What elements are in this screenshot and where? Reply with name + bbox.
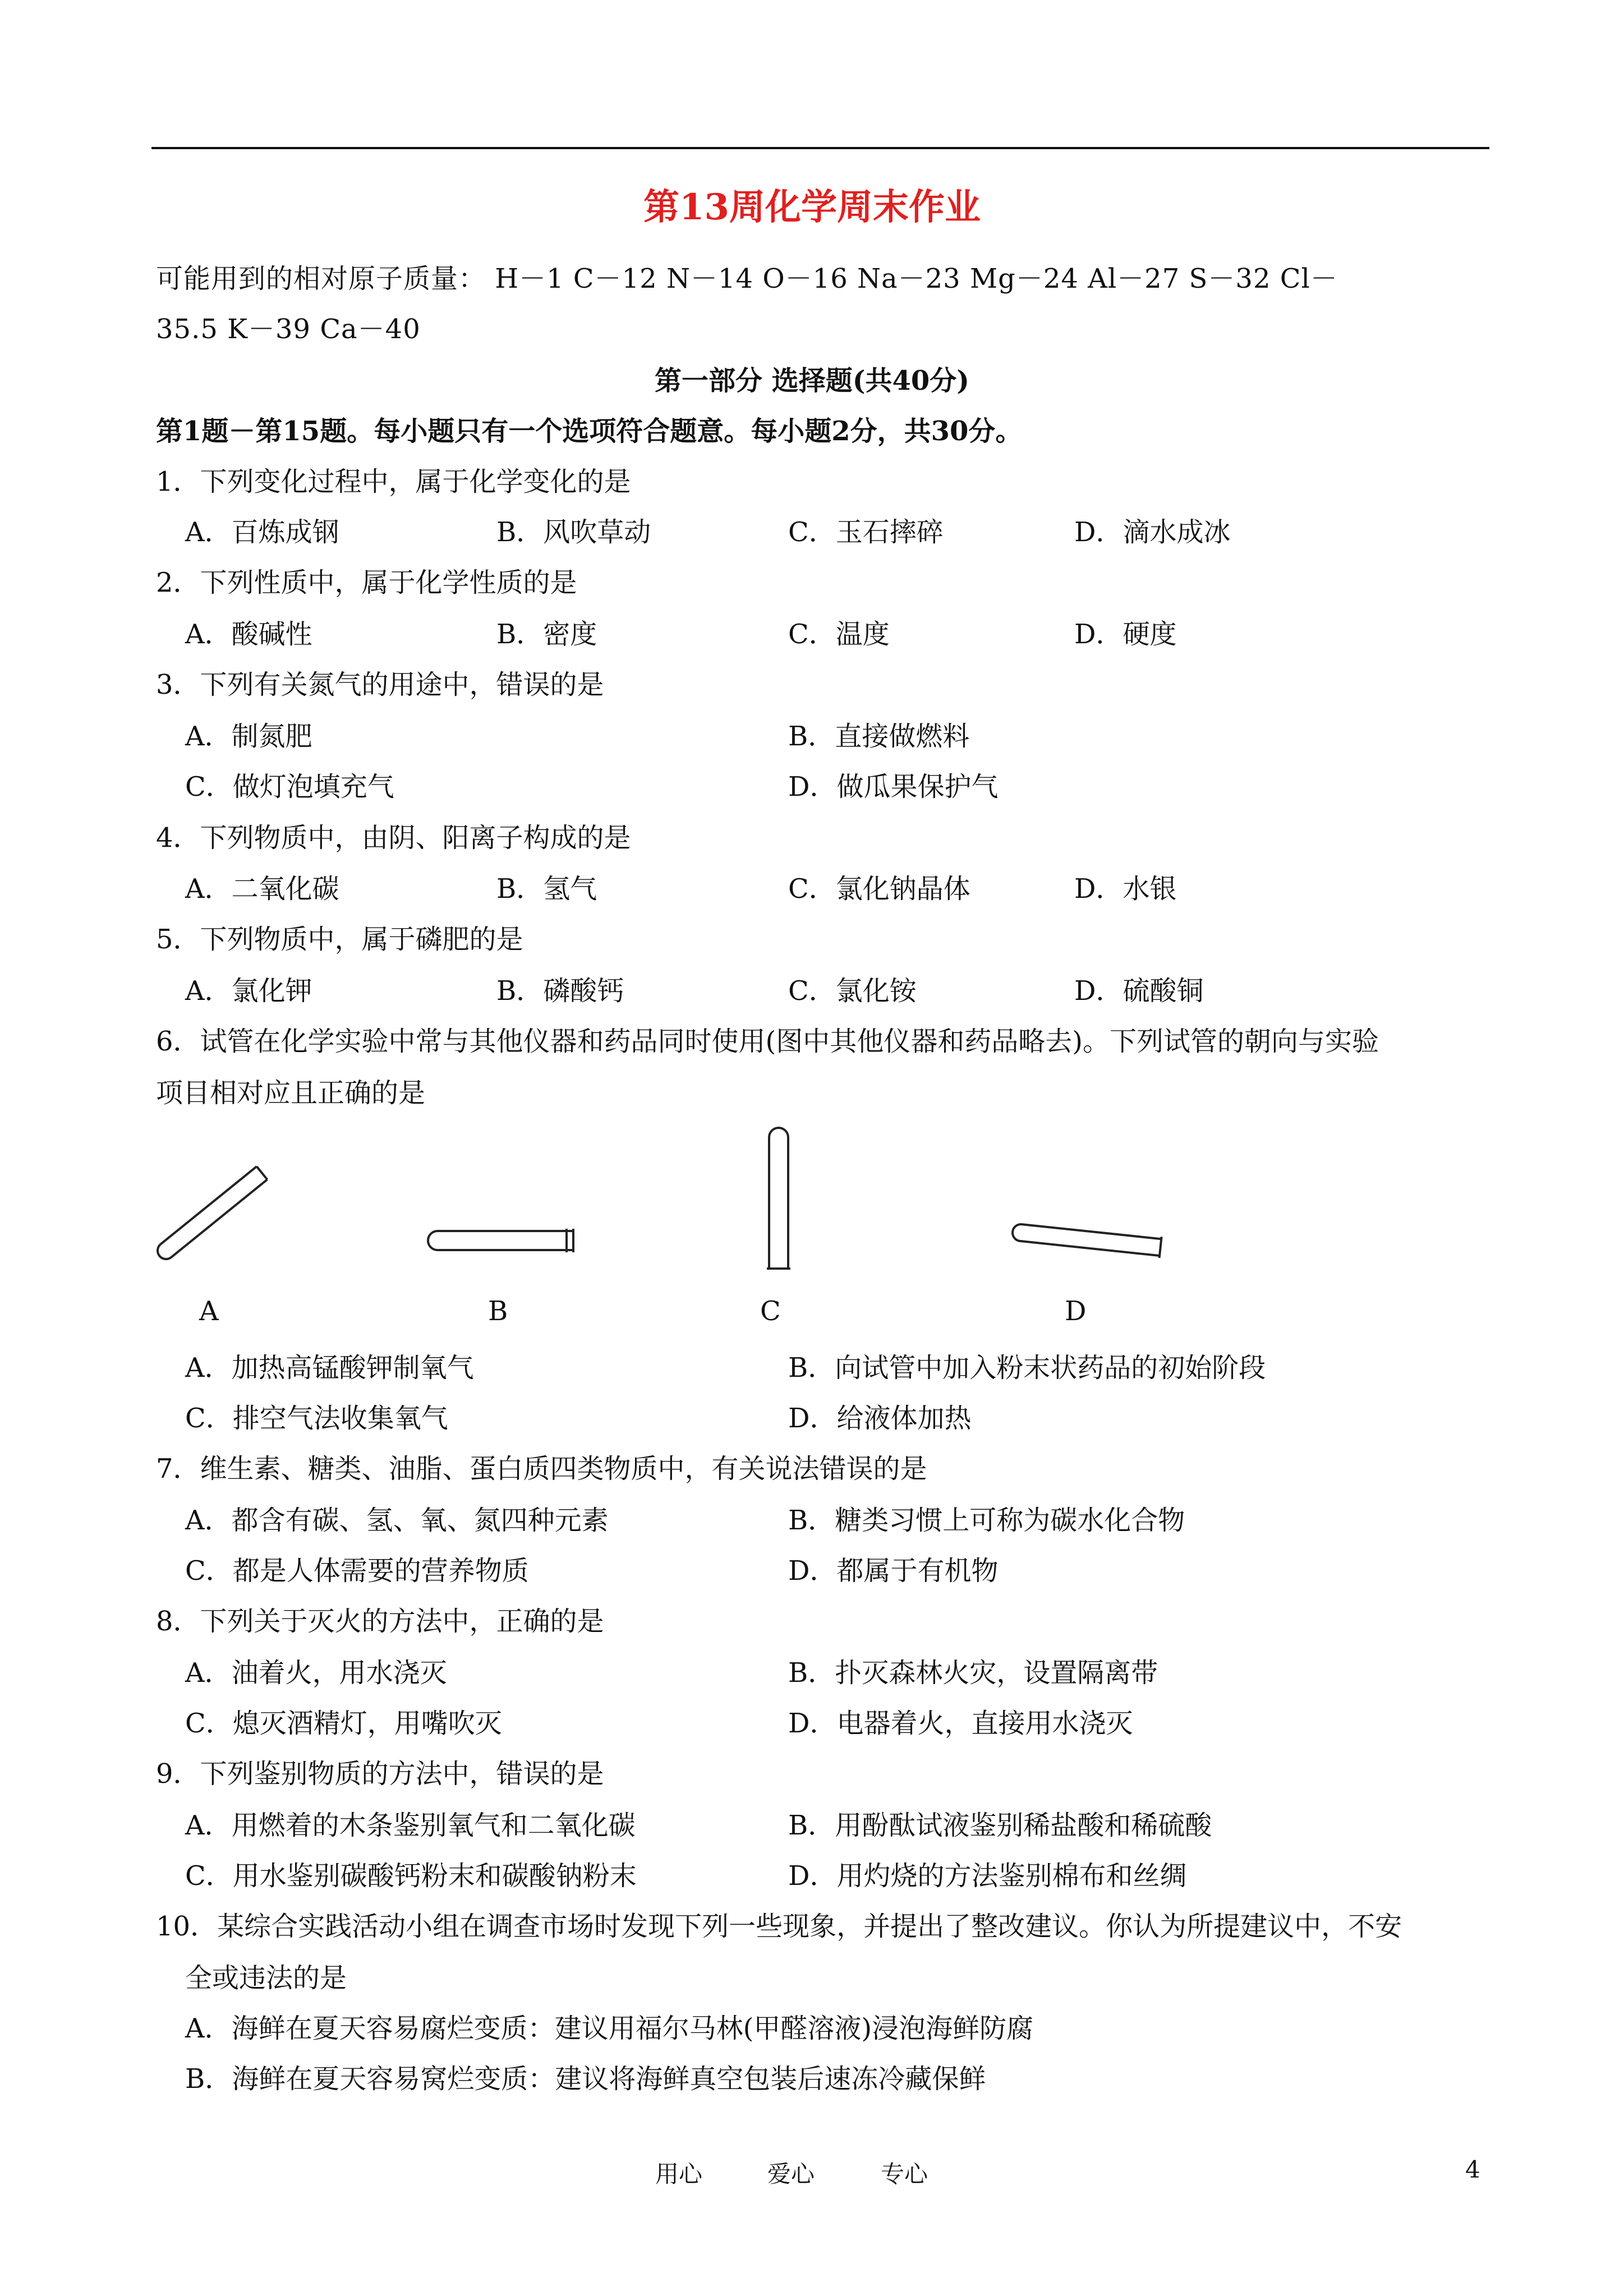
question-1-stem: 1．下列变化过程中，属于化学变化的是 xyxy=(156,466,631,497)
question-9-stem: 9．下列鉴别物质的方法中，错误的是 xyxy=(156,1758,604,1790)
question-7-stem: 7．维生素、糖类、油脂、蛋白质四类物质中，有关说法错误的是 xyxy=(156,1453,927,1484)
question-10-stem-line1: 10．某综合实践活动小组在调查市场时发现下列一些现象，并提出了整改建议。你认为所提建议中，不安 xyxy=(156,1911,1402,1942)
question-2-option-d: D．硬度 xyxy=(1074,619,1177,650)
question-5-option-b: B．磷酸钙 xyxy=(496,975,624,1007)
question-8-option-d: D．电器着火，直接用水浇灭 xyxy=(788,1708,1133,1739)
question-8-option-b: B．扑灭森林火灾，设置隔离带 xyxy=(788,1657,1158,1689)
question-3-stem: 3．下列有关氮气的用途中，错误的是 xyxy=(156,669,604,700)
question-2-option-c: C．温度 xyxy=(788,619,890,650)
question-5-stem: 5．下列物质中，属于磷肥的是 xyxy=(156,924,523,955)
section-title: 第一部分 选择题(共40分) xyxy=(655,365,969,397)
question-9-option-c: C．用水鉴别碳酸钙粉末和碳酸钠粉末 xyxy=(185,1860,637,1892)
question-1-option-a: A．百炼成钢 xyxy=(185,517,339,548)
question-5-option-c: C．氯化铵 xyxy=(788,975,917,1007)
question-2-option-b: B．密度 xyxy=(496,619,597,650)
question-5-option-d: D．硫酸铜 xyxy=(1074,975,1204,1007)
question-7-option-c: C．都是人体需要的营养物质 xyxy=(185,1555,529,1587)
question-1-option-d: D．滴水成冰 xyxy=(1074,517,1231,548)
question-6-option-d: D．给液体加热 xyxy=(788,1403,972,1434)
question-1-option-b: B．风吹草动 xyxy=(496,517,651,548)
atomic-masses-line1: 可能用到的相对原子质量： H－1 C－12 N－14 O－16 Na－23 Mg－24 Al－27 S－32 Cl－ xyxy=(156,263,1338,294)
tube-label-a: A xyxy=(199,1295,219,1327)
footer-left: 用心 xyxy=(655,2160,703,2188)
question-4-option-b: B．氢气 xyxy=(496,873,597,905)
question-6-option-c: C．排空气法收集氧气 xyxy=(185,1403,448,1434)
question-6-stem-line1: 6．试管在化学实验中常与其他仪器和药品同时使用(图中其他仪器和药品略去)。下列试管的朝向与实验 xyxy=(156,1026,1379,1057)
page-number: 4 xyxy=(1465,2156,1480,2183)
question-4-option-d: D．水银 xyxy=(1074,873,1177,905)
tube-label-b: B xyxy=(488,1295,508,1327)
question-6-stem-line2: 项目相对应且正确的是 xyxy=(156,1077,426,1109)
question-3-option-a: A．制氮肥 xyxy=(185,721,312,752)
question-10-option-b: B．海鲜在夏天容易窝烂变质：建议将海鲜真空包装后速冻冷藏保鲜 xyxy=(185,2063,986,2095)
tube-label-c: C xyxy=(760,1295,781,1327)
test-tube-a-figure xyxy=(151,1178,264,1267)
question-3-option-c: C．做灯泡填充气 xyxy=(185,771,394,803)
question-9-option-d: D．用灼烧的方法鉴别棉布和丝绸 xyxy=(788,1860,1187,1892)
atomic-masses-line2: 35.5 K－39 Ca－40 xyxy=(156,313,421,345)
footer-mid: 爱心 xyxy=(767,2160,815,2188)
question-8-option-c: C．熄灭酒精灯，用嘴吹灭 xyxy=(185,1708,502,1739)
header-rule xyxy=(151,147,1489,149)
test-tube-c-figure xyxy=(760,1127,799,1273)
question-10-option-a: A．海鲜在夏天容易腐烂变质：建议用福尔马林(甲醛溶液)浸泡海鲜防腐 xyxy=(185,2013,1034,2044)
question-7-option-b: B．糖类习惯上可称为碳水化合物 xyxy=(788,1505,1185,1536)
footer-right: 专心 xyxy=(881,2160,928,2188)
question-9-option-b: B．用酚酞试液鉴别稀盐酸和稀硫酸 xyxy=(788,1810,1212,1841)
question-9-option-a: A．用燃着的木条鉴别氧气和二氧化碳 xyxy=(185,1810,636,1841)
question-4-option-a: A．二氧化碳 xyxy=(185,873,339,905)
test-tube-b-figure xyxy=(426,1225,578,1259)
question-6-option-b: B．向试管中加入粉末状药品的初始阶段 xyxy=(788,1352,1266,1384)
question-7-option-d: D．都属于有机物 xyxy=(788,1555,999,1587)
question-6-option-a: A．加热高锰酸钾制氧气 xyxy=(185,1352,474,1384)
question-4-option-c: C．氯化钠晶体 xyxy=(788,873,970,905)
question-7-option-a: A．都含有碳、氢、氧、氮四种元素 xyxy=(185,1505,609,1536)
question-5-option-a: A．氯化钾 xyxy=(185,975,312,1007)
question-4-stem: 4．下列物质中，由阴、阳离子构成的是 xyxy=(156,822,631,854)
question-10-stem-line2: 全或违法的是 xyxy=(185,1962,347,1994)
question-3-option-d: D．做瓜果保护气 xyxy=(788,771,999,803)
question-3-option-b: B．直接做燃料 xyxy=(788,721,970,752)
question-8-stem: 8．下列关于灭火的方法中，正确的是 xyxy=(156,1606,604,1637)
instruction: 第1题－第15题。每小题只有一个选项符合题意。每小题2分，共30分。 xyxy=(156,416,1023,447)
question-2-stem: 2．下列性质中，属于化学性质的是 xyxy=(156,567,577,598)
question-1-option-c: C．玉石摔碎 xyxy=(788,517,944,548)
tube-label-d: D xyxy=(1065,1295,1087,1327)
page-title: 第13周化学周末作业 xyxy=(643,186,981,228)
test-tube-d-figure xyxy=(1010,1217,1172,1273)
question-2-option-a: A．酸碱性 xyxy=(185,619,312,650)
question-8-option-a: A．油着火，用水浇灭 xyxy=(185,1657,447,1689)
